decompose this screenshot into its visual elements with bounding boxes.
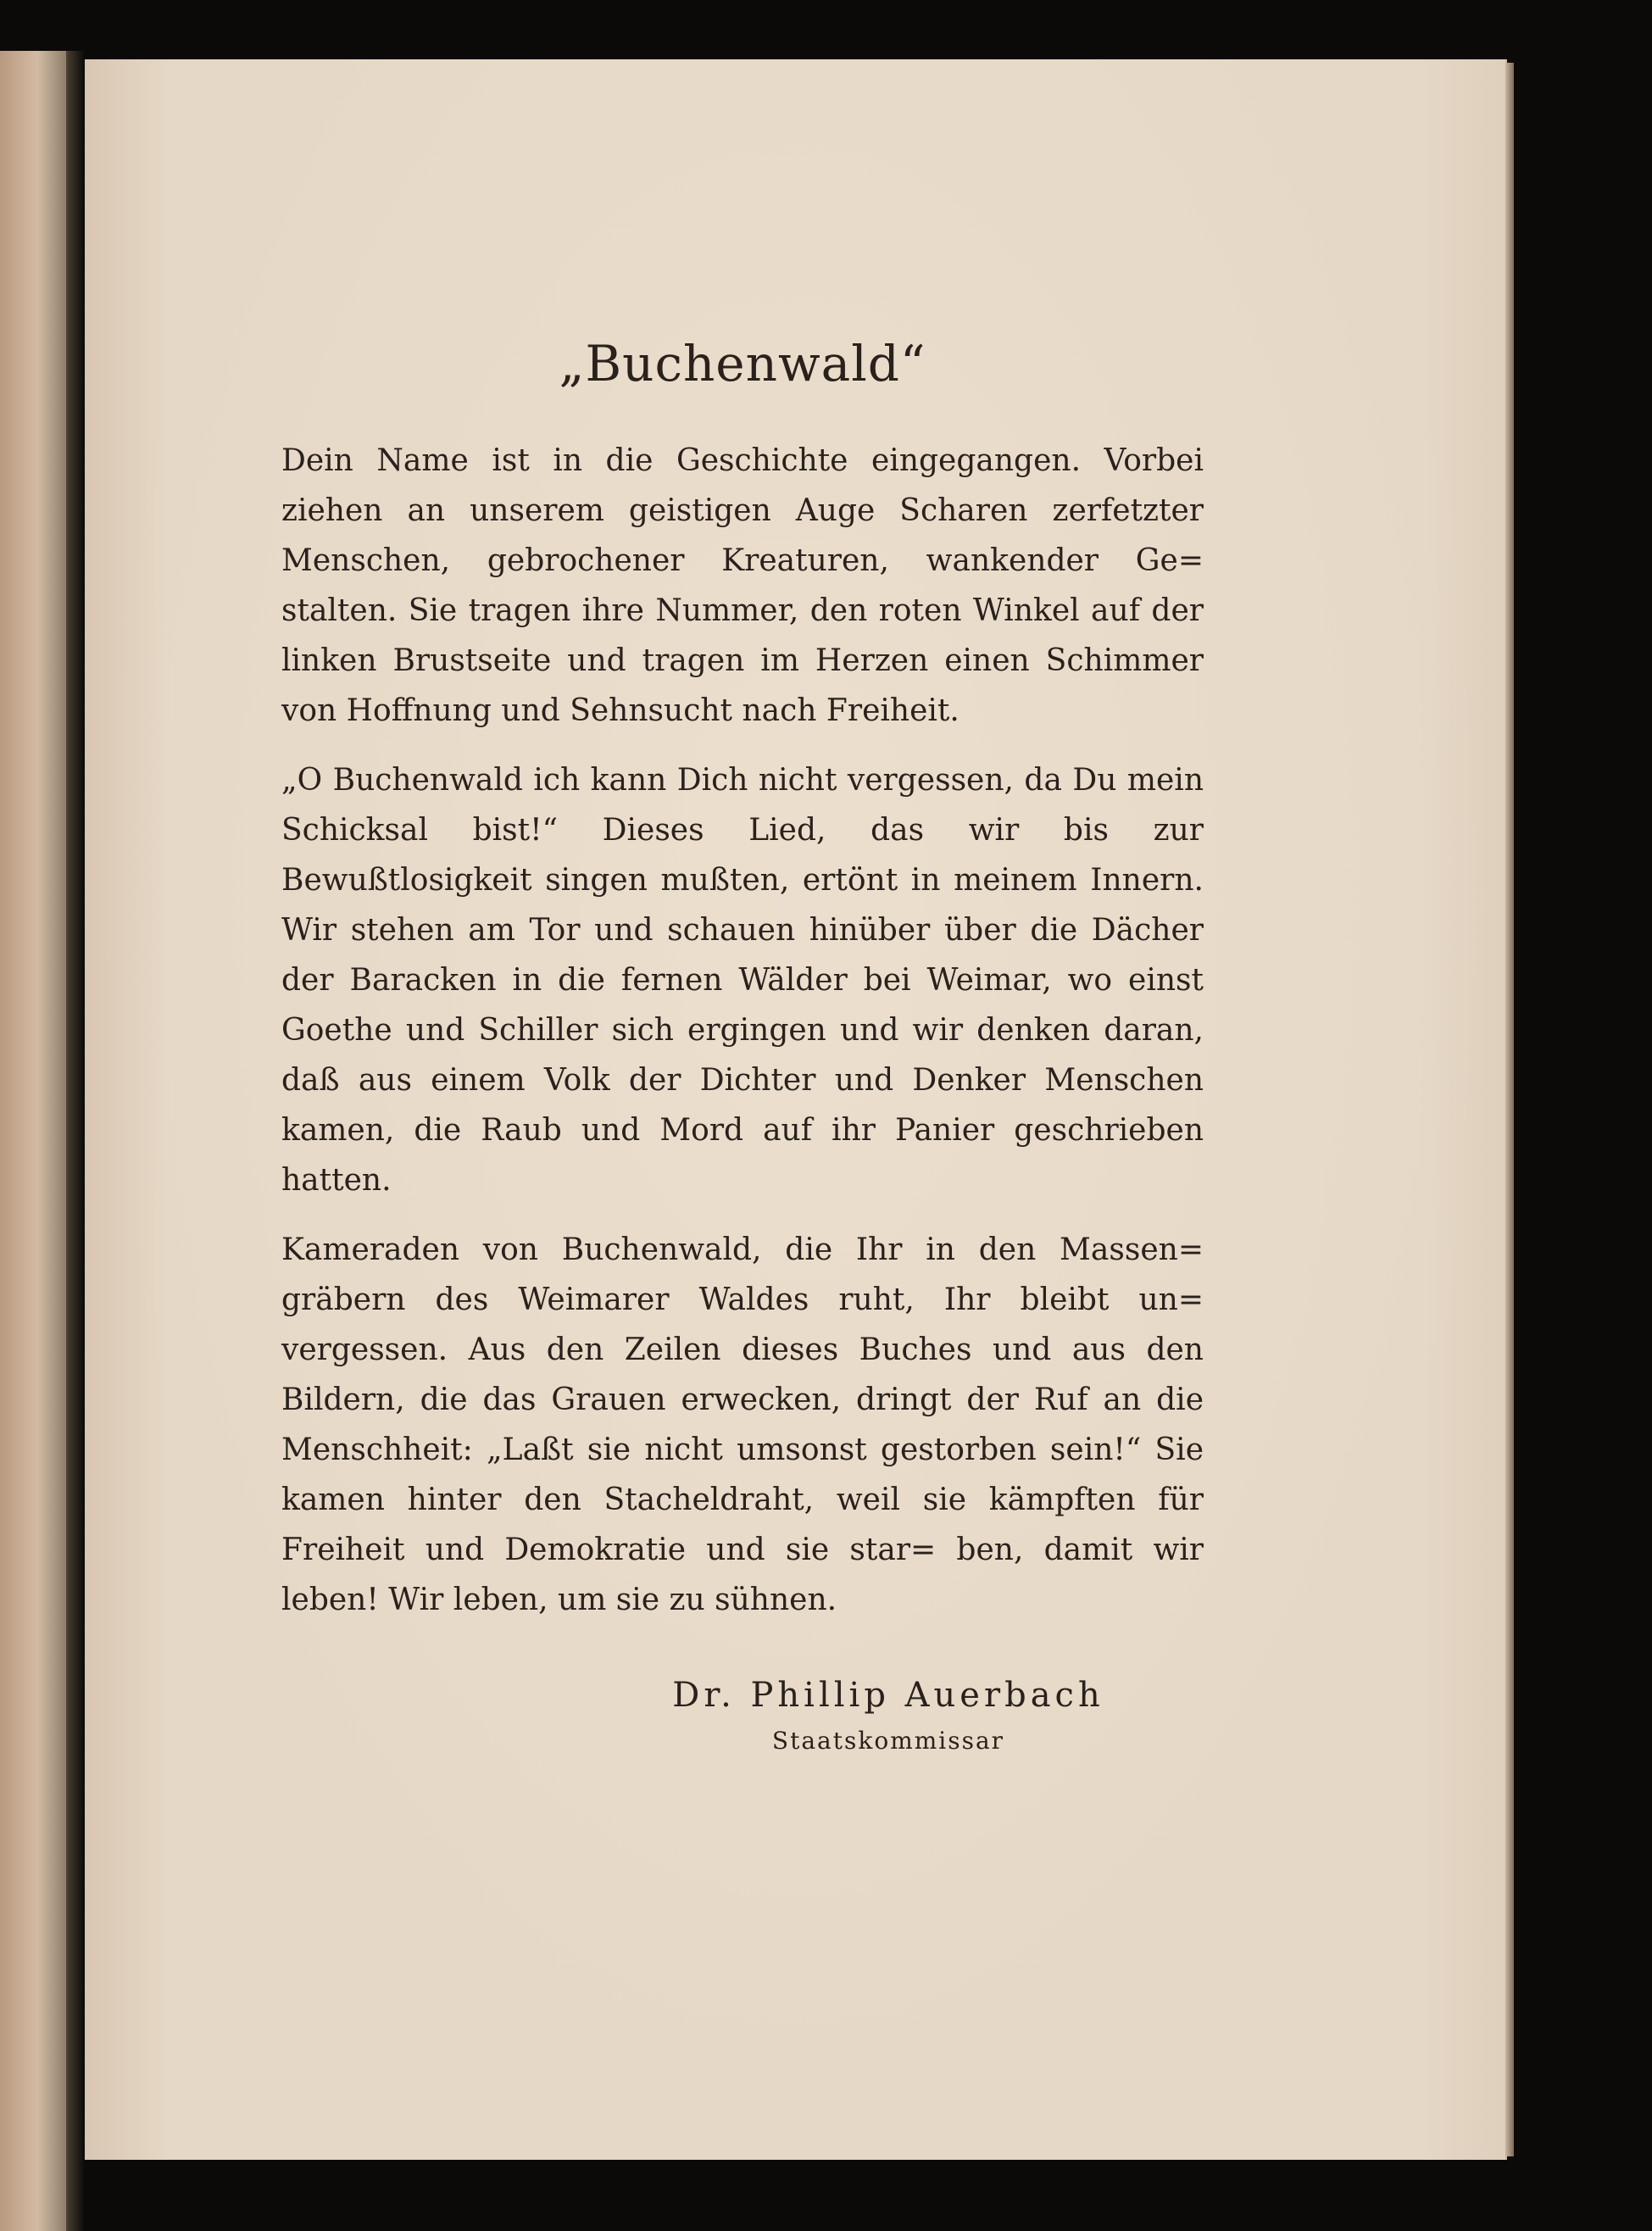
previous-page-edge (0, 51, 68, 2231)
page-edge (1505, 63, 1514, 2156)
spine-shadow (66, 51, 85, 2231)
signature-block (626, 1678, 1151, 1753)
page-title: „Buchenwald“ (559, 335, 926, 392)
signature-name: Dr. Phillip Auerbach (672, 1676, 1104, 1715)
signature-role: Staatskommissar (771, 1727, 1005, 1755)
paragraph-2: „O Buchenwald ich kann Dich nicht vergessen, da Du mein Schicksal bist!“ Dieses Lied, das wir bis zur Bewußtlosigkeit singen mußten, ertönt in meinem Innern. Wir stehen am Tor und schauen hinüber über die Dächer der Baracken in die fernen Wälder bei Weimar, wo einst Goethe und Schiller sich ergingen und wir denken daran, daß aus einem Volk der Dichter und Denker Menschen kamen, die Raub und Mord auf ihr Panier geschrieben hatten. (281, 763, 1204, 1198)
page-content (281, 335, 1204, 1755)
paragraph-1: Dein Name ist in die Geschichte eingegangen. Vorbei ziehen an unserem geistigen Auge Scharen zerfetzter Menschen, gebrochener Kreaturen, wankender Ge= stalten. Sie tragen ihre Nummer, den roten Winkel auf der linken Brustseite und tragen im Herzen einen Schimmer von Hoffnung und Sehnsucht nach Freiheit. (281, 443, 1204, 728)
paragraph-3: Kameraden von Buchenwald, die Ihr in den Massen= gräbern des Weimarer Waldes ruht, Ihr bleibt un= vergessen. Aus den Zeilen dieses Buches und aus den Bildern, die das Grauen erwecken, dringt der Ruf an die Menschheit: „Laßt sie nicht umsonst gestorben sein!“ Sie kamen hinter den Stacheldraht, weil sie kämpften für Freiheit und Demokratie und sie star= ben, damit wir leben! Wir leben, um sie zu sühnen. (281, 1232, 1204, 1617)
